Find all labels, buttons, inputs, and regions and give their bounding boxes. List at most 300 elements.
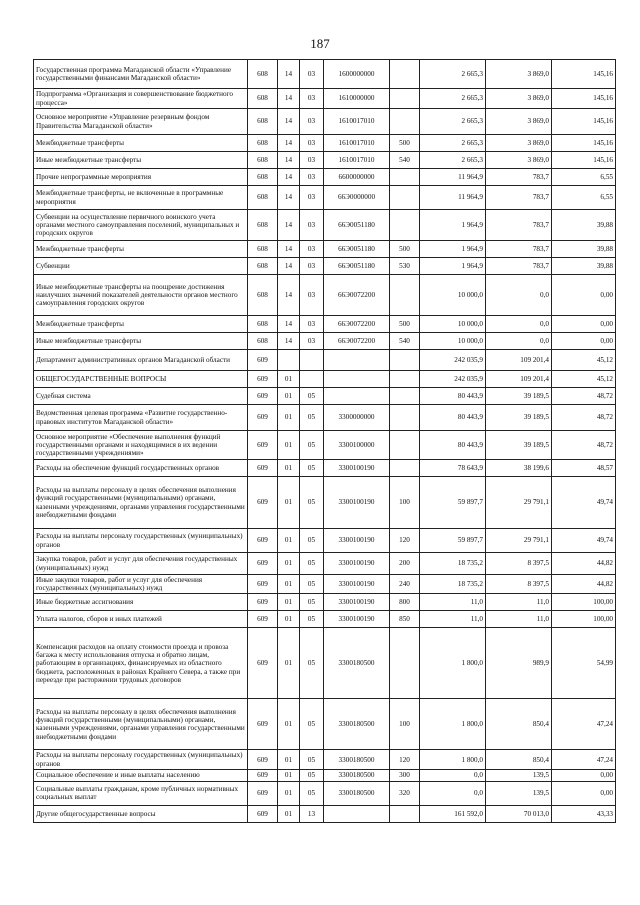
- row-csr: 3300180500: [324, 769, 390, 781]
- row-ved: 608: [248, 275, 278, 316]
- row-name: Иные межбюджетные трансферты на поощрение достижения наилучших значений показателей деятельности органов местного самоуправления городских округов: [34, 275, 248, 316]
- row-vr: [390, 60, 420, 89]
- row-rz: 14: [278, 210, 300, 241]
- row-ved: 609: [248, 350, 278, 371]
- row-csr: 3300100190: [324, 460, 390, 477]
- row-percent: 145,16: [552, 109, 616, 135]
- row-ved: 608: [248, 210, 278, 241]
- row-ved: 609: [248, 699, 278, 750]
- row-pr: 05: [300, 699, 324, 750]
- row-ved: 608: [248, 316, 278, 333]
- row-ved: 609: [248, 529, 278, 553]
- row-pr: 03: [300, 60, 324, 89]
- row-vr: [390, 186, 420, 210]
- row-pr: 05: [300, 460, 324, 477]
- row-exec-value: 38 199,6: [486, 460, 552, 477]
- row-percent: 100,00: [552, 611, 616, 628]
- table-row: [34, 333, 616, 350]
- row-percent: 47,24: [552, 699, 616, 750]
- row-ved: 609: [248, 750, 278, 769]
- row-percent: 39,88: [552, 241, 616, 258]
- row-name: Расходы на выплаты персоналу в целях обеспечения выполнения функций государственными (муниципальными) органами, казенными учреждениями, органами управления государственными внебюджетными фондами: [34, 699, 248, 750]
- row-exec-value: 0,0: [486, 333, 552, 350]
- row-pr: 03: [300, 241, 324, 258]
- row-name: Государственная программа Магаданской области «Управление государственными финансами Магаданской области»: [34, 60, 248, 89]
- row-rz: 01: [278, 460, 300, 477]
- row-vr: 500: [390, 241, 420, 258]
- table-row: [34, 477, 616, 529]
- row-plan-value: 11 964,9: [420, 169, 486, 186]
- row-csr: [324, 371, 390, 388]
- row-pr: 05: [300, 575, 324, 594]
- row-rz: 01: [278, 594, 300, 611]
- row-rz: 01: [278, 611, 300, 628]
- row-plan-value: 78 643,9: [420, 460, 486, 477]
- row-percent: 48,72: [552, 431, 616, 460]
- row-name: Расходы на выплаты персоналу государственных (муниципальных) органов: [34, 529, 248, 553]
- row-plan-value: 80 443,9: [420, 405, 486, 431]
- row-name: Закупка товаров, работ и услуг для обеспечения государственных (муниципальных) нужд: [34, 553, 248, 575]
- row-plan-value: 11,0: [420, 611, 486, 628]
- row-rz: 14: [278, 241, 300, 258]
- row-vr: 500: [390, 316, 420, 333]
- row-name: Субвенции: [34, 258, 248, 275]
- row-percent: 45,12: [552, 371, 616, 388]
- row-name: Социальное обеспечение и иные выплаты населению: [34, 769, 248, 781]
- row-ved: 609: [248, 371, 278, 388]
- row-csr: 3300100190: [324, 477, 390, 529]
- row-rz: 01: [278, 750, 300, 769]
- row-pr: 13: [300, 805, 324, 822]
- row-plan-value: 242 035,9: [420, 371, 486, 388]
- table-row: [34, 241, 616, 258]
- row-name: Подпрограмма «Организация и совершенствование бюджетного процесса»: [34, 89, 248, 109]
- row-ved: 609: [248, 805, 278, 822]
- row-rz: 14: [278, 333, 300, 350]
- row-ved: 609: [248, 575, 278, 594]
- row-ved: 608: [248, 135, 278, 152]
- row-plan-value: 1 964,9: [420, 210, 486, 241]
- row-plan-value: 10 000,0: [420, 316, 486, 333]
- row-name: Ведомственная целевая программа «Развитие государственно-правовых институтов Магаданской области»: [34, 405, 248, 431]
- row-vr: [390, 805, 420, 822]
- row-rz: 01: [278, 405, 300, 431]
- row-plan-value: 11,0: [420, 594, 486, 611]
- row-percent: 0,00: [552, 333, 616, 350]
- table-row: [34, 628, 616, 699]
- row-exec-value: 39 189,5: [486, 405, 552, 431]
- row-plan-value: 2 665,3: [420, 152, 486, 169]
- row-exec-value: 139,5: [486, 769, 552, 781]
- table-row: [34, 781, 616, 805]
- row-ved: 608: [248, 152, 278, 169]
- row-pr: 05: [300, 594, 324, 611]
- row-name: Уплата налогов, сборов и иных платежей: [34, 611, 248, 628]
- row-vr: 100: [390, 477, 420, 529]
- row-rz: 01: [278, 431, 300, 460]
- row-plan-value: 0,0: [420, 769, 486, 781]
- table-row: [34, 805, 616, 822]
- row-pr: 03: [300, 169, 324, 186]
- table-row: [34, 350, 616, 371]
- row-rz: 14: [278, 275, 300, 316]
- row-csr: 1600000000: [324, 60, 390, 89]
- row-vr: 100: [390, 699, 420, 750]
- row-csr: 1610017010: [324, 152, 390, 169]
- row-name: Субвенции на осуществление первичного воинского учета органами местного самоуправления поселений, муниципальных и городских округов: [34, 210, 248, 241]
- row-ved: 608: [248, 89, 278, 109]
- row-ved: 609: [248, 460, 278, 477]
- row-csr: 66Э0051180: [324, 258, 390, 275]
- table-row: [34, 210, 616, 241]
- row-csr: [324, 805, 390, 822]
- row-exec-value: 39 189,5: [486, 431, 552, 460]
- table-row: [34, 275, 616, 316]
- row-pr: 03: [300, 109, 324, 135]
- row-plan-value: 2 665,3: [420, 135, 486, 152]
- row-pr: 03: [300, 333, 324, 350]
- row-ved: 609: [248, 769, 278, 781]
- row-rz: 01: [278, 388, 300, 405]
- row-vr: [390, 388, 420, 405]
- row-vr: 300: [390, 769, 420, 781]
- row-rz: 14: [278, 60, 300, 89]
- row-name: Межбюджетные трансферты: [34, 135, 248, 152]
- row-ved: 609: [248, 628, 278, 699]
- row-pr: 03: [300, 89, 324, 109]
- row-ved: 609: [248, 388, 278, 405]
- row-rz: 14: [278, 169, 300, 186]
- row-percent: 6,55: [552, 169, 616, 186]
- row-csr: 3300180500: [324, 628, 390, 699]
- row-ved: 608: [248, 60, 278, 89]
- row-pr: 05: [300, 781, 324, 805]
- row-name: Межбюджетные трансферты, не включенные в программные мероприятия: [34, 186, 248, 210]
- row-rz: 01: [278, 699, 300, 750]
- row-rz: 01: [278, 769, 300, 781]
- table-row: [34, 169, 616, 186]
- row-ved: 609: [248, 477, 278, 529]
- row-percent: 49,74: [552, 477, 616, 529]
- row-csr: 66Э0072200: [324, 333, 390, 350]
- row-vr: [390, 371, 420, 388]
- row-percent: 0,00: [552, 275, 616, 316]
- row-plan-value: 18 735,2: [420, 553, 486, 575]
- row-vr: [390, 109, 420, 135]
- table-row: [34, 611, 616, 628]
- row-pr: 03: [300, 152, 324, 169]
- row-plan-value: 80 443,9: [420, 431, 486, 460]
- row-exec-value: 3 869,0: [486, 152, 552, 169]
- row-name: ОБЩЕГОСУДАРСТВЕННЫЕ ВОПРОСЫ: [34, 371, 248, 388]
- row-plan-value: 18 735,2: [420, 575, 486, 594]
- row-ved: 609: [248, 553, 278, 575]
- row-percent: 39,88: [552, 210, 616, 241]
- row-pr: 05: [300, 477, 324, 529]
- row-percent: 54,99: [552, 628, 616, 699]
- table-row: [34, 152, 616, 169]
- row-pr: 03: [300, 258, 324, 275]
- row-vr: 240: [390, 575, 420, 594]
- row-rz: 01: [278, 529, 300, 553]
- row-exec-value: 3 869,0: [486, 109, 552, 135]
- row-ved: 609: [248, 431, 278, 460]
- row-rz: 14: [278, 135, 300, 152]
- row-exec-value: 70 013,0: [486, 805, 552, 822]
- row-name: Иные бюджетные ассигнования: [34, 594, 248, 611]
- row-name: Расходы на обеспечение функций государственных органов: [34, 460, 248, 477]
- row-pr: 05: [300, 388, 324, 405]
- table-body: [34, 60, 616, 823]
- row-exec-value: 783,7: [486, 169, 552, 186]
- row-exec-value: 783,7: [486, 210, 552, 241]
- row-name: Судебная система: [34, 388, 248, 405]
- row-exec-value: 11,0: [486, 594, 552, 611]
- table-row: [34, 575, 616, 594]
- row-vr: [390, 210, 420, 241]
- row-percent: 0,00: [552, 781, 616, 805]
- table-row: [34, 769, 616, 781]
- row-vr: 120: [390, 750, 420, 769]
- row-name: Межбюджетные трансферты: [34, 241, 248, 258]
- row-percent: 44,82: [552, 553, 616, 575]
- row-csr: [324, 388, 390, 405]
- row-percent: 0,00: [552, 769, 616, 781]
- row-exec-value: 850,4: [486, 750, 552, 769]
- row-percent: 39,88: [552, 258, 616, 275]
- row-percent: 100,00: [552, 594, 616, 611]
- row-vr: 530: [390, 258, 420, 275]
- table-row: [34, 60, 616, 89]
- row-rz: 01: [278, 781, 300, 805]
- row-pr: 05: [300, 628, 324, 699]
- row-csr: 6600000000: [324, 169, 390, 186]
- row-pr: 03: [300, 135, 324, 152]
- row-csr: 3300000000: [324, 405, 390, 431]
- row-vr: 120: [390, 529, 420, 553]
- row-plan-value: 10 000,0: [420, 275, 486, 316]
- row-plan-value: 1 964,9: [420, 258, 486, 275]
- row-rz: 01: [278, 575, 300, 594]
- row-csr: 66Э0051180: [324, 241, 390, 258]
- row-pr: 05: [300, 611, 324, 628]
- row-exec-value: 783,7: [486, 241, 552, 258]
- row-vr: [390, 350, 420, 371]
- row-pr: 05: [300, 431, 324, 460]
- row-rz: 01: [278, 477, 300, 529]
- row-pr: 03: [300, 186, 324, 210]
- row-percent: 48,57: [552, 460, 616, 477]
- table-row: [34, 699, 616, 750]
- row-rz: 14: [278, 109, 300, 135]
- table-row: [34, 405, 616, 431]
- table-row: [34, 371, 616, 388]
- row-rz: 14: [278, 186, 300, 210]
- row-exec-value: 8 397,5: [486, 575, 552, 594]
- table-row: [34, 135, 616, 152]
- row-percent: 145,16: [552, 152, 616, 169]
- row-csr: 3300180500: [324, 750, 390, 769]
- row-rz: 14: [278, 152, 300, 169]
- row-plan-value: 161 592,0: [420, 805, 486, 822]
- row-csr: 66Э0051180: [324, 210, 390, 241]
- row-pr: 05: [300, 769, 324, 781]
- row-csr: 66Э0072200: [324, 275, 390, 316]
- row-rz: 01: [278, 553, 300, 575]
- row-plan-value: 80 443,9: [420, 388, 486, 405]
- row-name: Иные межбюджетные трансферты: [34, 333, 248, 350]
- row-name: Другие общегосударственные вопросы: [34, 805, 248, 822]
- row-exec-value: 139,5: [486, 781, 552, 805]
- row-vr: [390, 405, 420, 431]
- row-vr: [390, 460, 420, 477]
- row-name: Департамент административных органов Магаданской области: [34, 350, 248, 371]
- row-exec-value: 29 791,1: [486, 477, 552, 529]
- row-percent: 48,72: [552, 388, 616, 405]
- row-csr: 3300100190: [324, 575, 390, 594]
- row-exec-value: 850,4: [486, 699, 552, 750]
- row-name: Межбюджетные трансферты: [34, 316, 248, 333]
- row-exec-value: 783,7: [486, 186, 552, 210]
- row-percent: 145,16: [552, 60, 616, 89]
- row-exec-value: 989,9: [486, 628, 552, 699]
- row-vr: [390, 275, 420, 316]
- row-ved: 608: [248, 109, 278, 135]
- row-plan-value: 10 000,0: [420, 333, 486, 350]
- row-rz: 01: [278, 805, 300, 822]
- row-csr: [324, 350, 390, 371]
- row-ved: 608: [248, 241, 278, 258]
- row-exec-value: 11,0: [486, 611, 552, 628]
- row-plan-value: 1 800,0: [420, 750, 486, 769]
- row-exec-value: 783,7: [486, 258, 552, 275]
- row-pr: [300, 350, 324, 371]
- row-percent: 43,33: [552, 805, 616, 822]
- row-csr: 3300180500: [324, 699, 390, 750]
- row-ved: 609: [248, 594, 278, 611]
- row-percent: 45,12: [552, 350, 616, 371]
- table-row: [34, 431, 616, 460]
- row-plan-value: 1 800,0: [420, 628, 486, 699]
- row-ved: 609: [248, 611, 278, 628]
- row-csr: 66Э0072200: [324, 316, 390, 333]
- row-rz: 14: [278, 316, 300, 333]
- row-percent: 49,74: [552, 529, 616, 553]
- row-plan-value: 2 665,3: [420, 109, 486, 135]
- row-name: Основное мероприятие «Обеспечение выполнения функций государственными органами и находящимися в их ведении государственными учреждениями»: [34, 431, 248, 460]
- row-csr: 3300100000: [324, 431, 390, 460]
- row-pr: [300, 371, 324, 388]
- row-pr: 05: [300, 553, 324, 575]
- row-exec-value: 109 201,4: [486, 350, 552, 371]
- row-csr: 3300100190: [324, 553, 390, 575]
- row-name: Прочие непрограммные мероприятия: [34, 169, 248, 186]
- row-percent: 44,82: [552, 575, 616, 594]
- row-name: Иные закупки товаров, работ и услуг для обеспечения государственных (муниципальных) нужд: [34, 575, 248, 594]
- row-name: Расходы на выплаты персоналу государственных (муниципальных) органов: [34, 750, 248, 769]
- table-row: [34, 186, 616, 210]
- row-name: Социальные выплаты гражданам, кроме публичных нормативных социальных выплат: [34, 781, 248, 805]
- row-exec-value: 109 201,4: [486, 371, 552, 388]
- row-vr: 540: [390, 333, 420, 350]
- row-exec-value: 29 791,1: [486, 529, 552, 553]
- row-plan-value: 59 897,7: [420, 477, 486, 529]
- row-exec-value: 3 869,0: [486, 135, 552, 152]
- row-csr: 3300100190: [324, 529, 390, 553]
- row-ved: 608: [248, 333, 278, 350]
- row-pr: 05: [300, 750, 324, 769]
- table-row: [34, 529, 616, 553]
- table-row: [34, 750, 616, 769]
- row-csr: 3300100190: [324, 594, 390, 611]
- row-plan-value: 1 800,0: [420, 699, 486, 750]
- row-csr: 3300180500: [324, 781, 390, 805]
- row-vr: 540: [390, 152, 420, 169]
- row-percent: 0,00: [552, 316, 616, 333]
- row-exec-value: 0,0: [486, 275, 552, 316]
- row-rz: 01: [278, 628, 300, 699]
- row-vr: 200: [390, 553, 420, 575]
- row-exec-value: 3 869,0: [486, 89, 552, 109]
- table-row: [34, 316, 616, 333]
- row-vr: [390, 628, 420, 699]
- row-pr: 03: [300, 210, 324, 241]
- row-plan-value: 11 964,9: [420, 186, 486, 210]
- table-row: [34, 109, 616, 135]
- table-row: [34, 258, 616, 275]
- row-ved: 608: [248, 258, 278, 275]
- row-rz: 01: [278, 371, 300, 388]
- row-csr: 1610017010: [324, 135, 390, 152]
- row-rz: [278, 350, 300, 371]
- row-percent: 145,16: [552, 135, 616, 152]
- row-plan-value: 59 897,7: [420, 529, 486, 553]
- row-plan-value: 2 665,3: [420, 89, 486, 109]
- row-vr: 800: [390, 594, 420, 611]
- row-plan-value: 2 665,3: [420, 60, 486, 89]
- row-vr: [390, 89, 420, 109]
- row-exec-value: 8 397,5: [486, 553, 552, 575]
- row-pr: 03: [300, 316, 324, 333]
- table-row: [34, 460, 616, 477]
- row-csr: 3300100190: [324, 611, 390, 628]
- row-csr: 1610000000: [324, 89, 390, 109]
- row-ved: 608: [248, 169, 278, 186]
- row-percent: 145,16: [552, 89, 616, 109]
- table-row: [34, 388, 616, 405]
- table-row: [34, 553, 616, 575]
- row-csr: 66Э0000000: [324, 186, 390, 210]
- row-exec-value: 0,0: [486, 316, 552, 333]
- row-pr: 05: [300, 529, 324, 553]
- row-pr: 05: [300, 405, 324, 431]
- budget-table: [33, 59, 616, 823]
- table-row: [34, 89, 616, 109]
- row-plan-value: 242 035,9: [420, 350, 486, 371]
- row-ved: 608: [248, 186, 278, 210]
- row-vr: 500: [390, 135, 420, 152]
- row-ved: 609: [248, 405, 278, 431]
- row-name: Расходы на выплаты персоналу в целях обеспечения выполнения функций государственными (муниципальными) органами, казенными учреждениями, органами управления государственными внебюджетными фондами: [34, 477, 248, 529]
- row-name: Основное мероприятие «Управление резервным фондом Правительства Магаданской области»: [34, 109, 248, 135]
- row-percent: 48,72: [552, 405, 616, 431]
- row-exec-value: 39 189,5: [486, 388, 552, 405]
- row-rz: 14: [278, 89, 300, 109]
- row-percent: 47,24: [552, 750, 616, 769]
- row-vr: [390, 431, 420, 460]
- row-percent: 6,55: [552, 186, 616, 210]
- row-rz: 14: [278, 258, 300, 275]
